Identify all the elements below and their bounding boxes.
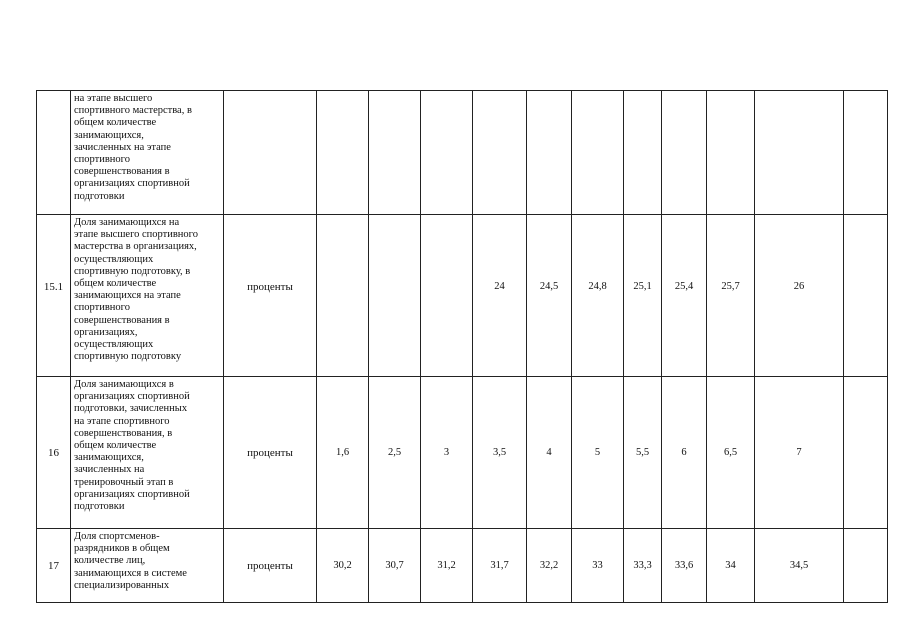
value-cell: 1,6 [317, 377, 369, 529]
value-cell [844, 529, 888, 603]
value-cell [421, 91, 473, 215]
row-unit [224, 91, 317, 215]
value-cell [369, 91, 421, 215]
value-cell [844, 377, 888, 529]
value-cell [624, 91, 662, 215]
value-cell: 24,8 [572, 215, 624, 377]
row-description: Доля спортсменов- разрядников в общем количестве лиц, занимающихся в системе специализированных [71, 529, 224, 603]
row-description: на этапе высшего спортивного мастерства, в общем количестве занимающихся, зачисленных на этапе спортивного совершенствования в организациях спортивной подготовки [71, 91, 224, 215]
value-cell [317, 215, 369, 377]
table-row [37, 377, 888, 529]
row-unit: проценты [224, 529, 317, 603]
value-cell [844, 215, 888, 377]
value-cell: 34,5 [755, 529, 844, 603]
row-number: 17 [37, 529, 71, 603]
value-cell [421, 215, 473, 377]
value-cell: 6 [662, 377, 707, 529]
value-cell: 26 [755, 215, 844, 377]
indicators-table [36, 90, 888, 603]
value-cell: 34 [707, 529, 755, 603]
value-cell: 33,3 [624, 529, 662, 603]
value-cell: 31,2 [421, 529, 473, 603]
row-unit: проценты [224, 215, 317, 377]
value-cell [572, 91, 624, 215]
value-cell [844, 91, 888, 215]
value-cell: 25,1 [624, 215, 662, 377]
value-cell: 5 [572, 377, 624, 529]
value-cell: 30,2 [317, 529, 369, 603]
row-number: 15.1 [37, 215, 71, 377]
table-row [37, 215, 888, 377]
value-cell [662, 91, 707, 215]
value-cell: 2,5 [369, 377, 421, 529]
value-cell [369, 215, 421, 377]
value-cell: 31,7 [473, 529, 527, 603]
value-cell: 25,4 [662, 215, 707, 377]
value-cell: 24 [473, 215, 527, 377]
value-cell: 30,7 [369, 529, 421, 603]
value-cell: 3 [421, 377, 473, 529]
value-cell: 32,2 [527, 529, 572, 603]
value-cell: 33 [572, 529, 624, 603]
value-cell: 24,5 [527, 215, 572, 377]
value-cell [707, 91, 755, 215]
value-cell: 25,7 [707, 215, 755, 377]
table-row [37, 529, 888, 603]
table-row [37, 91, 888, 215]
row-description: Доля занимающихся в организациях спортивной подготовки, зачисленных на этапе спортивного совершенствования, в общем количестве занимающихся, зачисленных на тренировочный этап в организациях спортивной подготовки [71, 377, 224, 529]
row-number [37, 91, 71, 215]
value-cell: 5,5 [624, 377, 662, 529]
value-cell [473, 91, 527, 215]
row-number: 16 [37, 377, 71, 529]
value-cell: 7 [755, 377, 844, 529]
value-cell [755, 91, 844, 215]
value-cell [317, 91, 369, 215]
row-unit: проценты [224, 377, 317, 529]
value-cell [527, 91, 572, 215]
value-cell: 3,5 [473, 377, 527, 529]
value-cell: 33,6 [662, 529, 707, 603]
value-cell: 4 [527, 377, 572, 529]
row-description: Доля занимающихся на этапе высшего спортивного мастерства в организациях, осуществляющих спортивную подготовку, в общем количестве занимающихся на этапе спортивного совершенствования в организациях, осуществляющих спортивную подготовку [71, 215, 224, 377]
value-cell: 6,5 [707, 377, 755, 529]
